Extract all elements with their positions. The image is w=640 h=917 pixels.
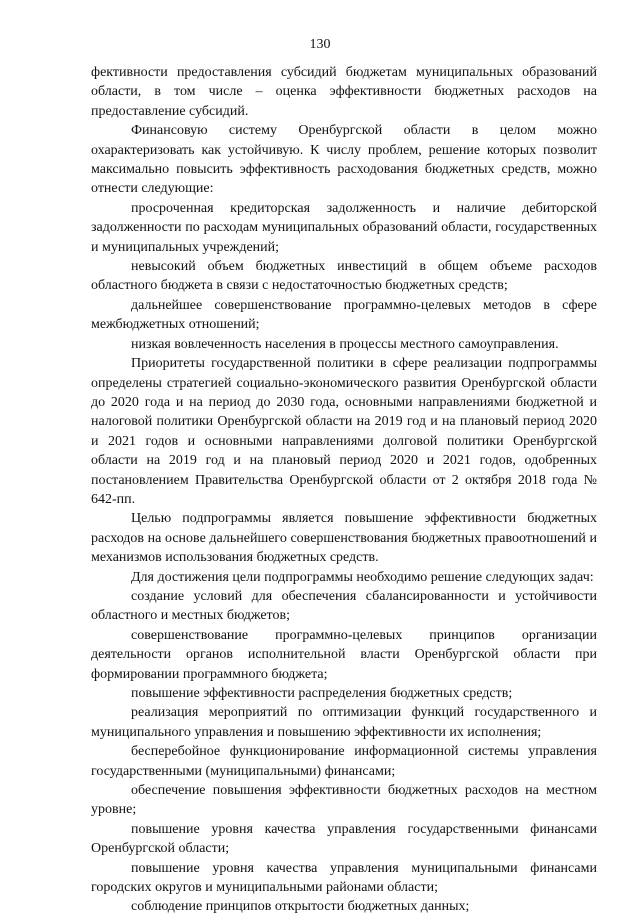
page-number: 130 [309, 37, 331, 52]
paragraph: реализация мероприятий по оптимизации функций государственного и муниципального управления и повышению эффективности их исполнения; [91, 705, 597, 740]
paragraph: дальнейшее совершенствование программно-целевых методов в сфере межбюджетных отношений; [91, 297, 597, 333]
paragraph: повышение уровня качества управления государственными финансами Оренбургской области; [91, 821, 597, 857]
paragraph: повышение эффективности распределения бюджетных средств; [131, 686, 513, 701]
paragraph: Для достижения цели подпрограммы необходимо решение следующих задач: [131, 569, 594, 585]
paragraph: низкая вовлеченность населения в процессы местного самоуправления. [131, 336, 559, 352]
paragraph: невысокий объем бюджетных инвестиций в общем объеме расходов областного бюджета в связи с недостаточностью бюджетных средств; [91, 259, 597, 294]
paragraph: совершенствование программно-целевых принципов организации деятельности органов исполнительной власти Оренбургской области при формировании программного бюджета; [91, 627, 597, 682]
paragraph: Приоритеты государственной политики в сфере реализации подпрограммы определены стратегией социально-экономического развития Оренбургской области до 2020 года и на период до 2030 года, основными направлениями бюджетной и налоговой политики Оренбургской области на 2019 год и на плановый период 2020 и 2021 годов и основными направлениями долговой политики Оренбургской области на 2019 год и на плановый период 2020 и 2021 годов, одобренных постановлением Правительства Оренбургской области от 2 октября 2018 года № 642-пп. [91, 356, 597, 507]
paragraph: Целью подпрограммы является повышение эффективности бюджетных расходов на основе дальнейшего совершенствования бюджетных правоотношений и механизмов использования бюджетных средств. [91, 511, 597, 566]
paragraph: соблюдение принципов открытости бюджетных данных; [131, 899, 470, 915]
document-body [91, 63, 597, 917]
paragraph: создание условий для обеспечения сбалансированности и устойчивости областного и местных бюджетов; [91, 588, 597, 624]
paragraph: Финансовую систему Оренбургской области в целом можно охарактеризовать как устойчивую. К числу проблем, решение которых позволит максимально повысить эффективность расходования бюджетных средств, можно отнести следующие: [91, 123, 597, 197]
paragraph: обеспечение повышения эффективности бюджетных расходов на местном уровне; [91, 783, 597, 818]
paragraph: просроченная кредиторская задолженность и наличие дебиторской задолженности по расходам муниципальных образований области, государственных и муниципальных учреждений; [91, 200, 597, 255]
paragraph: повышение уровня качества управления муниципальными финансами городских округов и муниципальными районами области; [91, 860, 597, 896]
paragraph: бесперебойное функционирование информационной системы управления государственными (муниципальными) финансами; [91, 744, 597, 779]
paragraph: фективности предоставления субсидий бюджетам муниципальных образований области, в том числе – оценка эффективности бюджетных расходов на предоставление субсидий. [91, 65, 597, 119]
